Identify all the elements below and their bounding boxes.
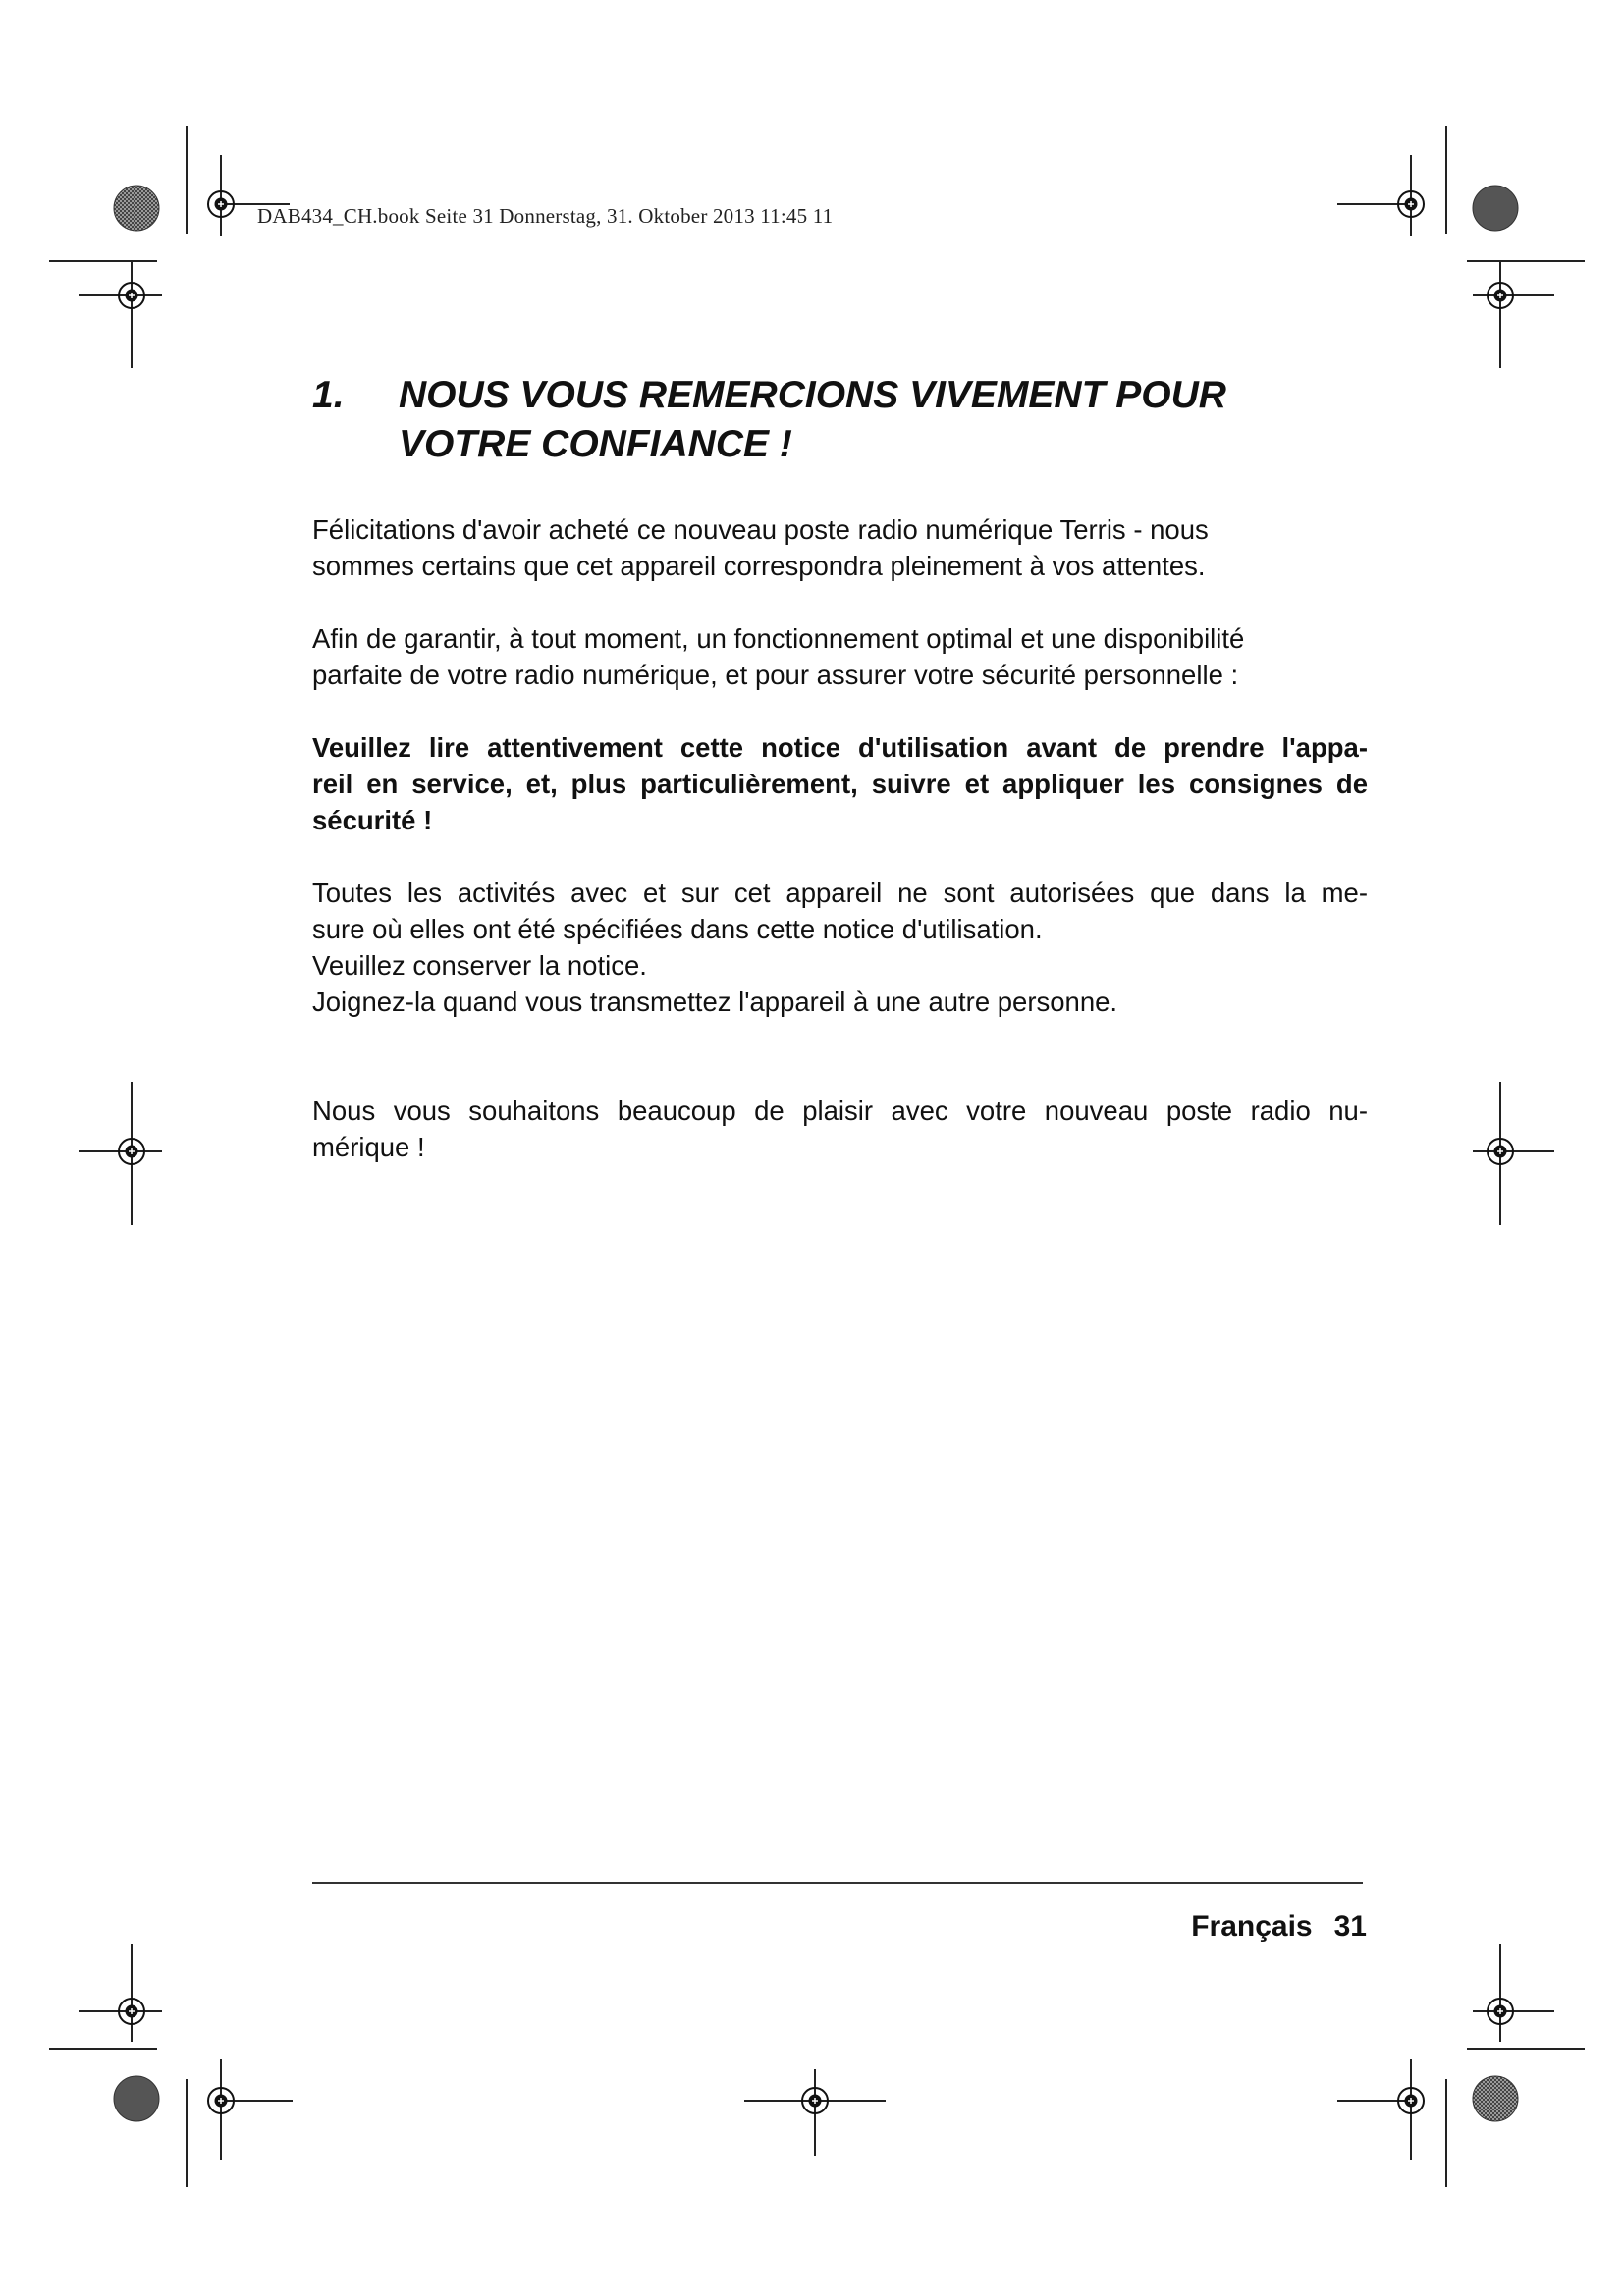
print-slug: DAB434_CH.book Seite 31 Donnerstag, 31. Oktober 2013 11:45 11 [257,204,834,228]
page-number: 31 [1333,1910,1367,1943]
text-line: mérique ! [312,1132,425,1162]
text-line: sécurité ! [312,805,433,835]
text-line: Nous vous souhaitons beaucoup de plaisir avec votre nouveau poste radio nu- [312,1095,1368,1126]
paragraph-warning [312,729,1368,838]
text-line: reil en service, et, plus particulièrement, suivre et appliquer les consignes de [312,769,1368,799]
page-content [312,371,1368,1201]
footer-divider [312,1882,1363,1884]
page-footer [1191,1910,1367,1944]
title-line: VOTRE CONFIANCE ! [399,423,792,465]
paragraph-activities [312,875,1368,1020]
paragraph-closing [312,1093,1368,1165]
paragraph-congratulations [312,511,1368,584]
title-line: NOUS VOUS REMERCIONS VIVEMENT POUR [399,374,1226,416]
page-title [312,371,1368,469]
text-line: Toutes les activités avec et sur cet appareil ne sont autorisées que dans la me- [312,878,1368,908]
title-number: 1. [312,374,345,416]
text-line: parfaite de votre radio numérique, et pour assurer votre sécurité personnelle : [312,660,1239,690]
text-line: Afin de garantir, à tout moment, un fonctionnement optimal et une disponibilité [312,623,1245,654]
paragraph-guarantee [312,620,1368,693]
text-line: Veuillez lire attentivement cette notice d'utilisation avant de prendre l'appa- [312,732,1368,763]
text-line: Joignez-la quand vous transmettez l'appareil à une autre personne. [312,987,1118,1017]
text-line: Veuillez conserver la notice. [312,950,647,981]
footer-language: Français [1191,1910,1313,1943]
title-text [399,371,1368,469]
text-line: Félicitations d'avoir acheté ce nouveau poste radio numérique Terris - nous [312,514,1209,545]
text-line: sommes certains que cet appareil correspondra pleinement à vos attentes. [312,551,1206,581]
text-line: sure où elles ont été spécifiées dans cette notice d'utilisation. [312,914,1043,944]
